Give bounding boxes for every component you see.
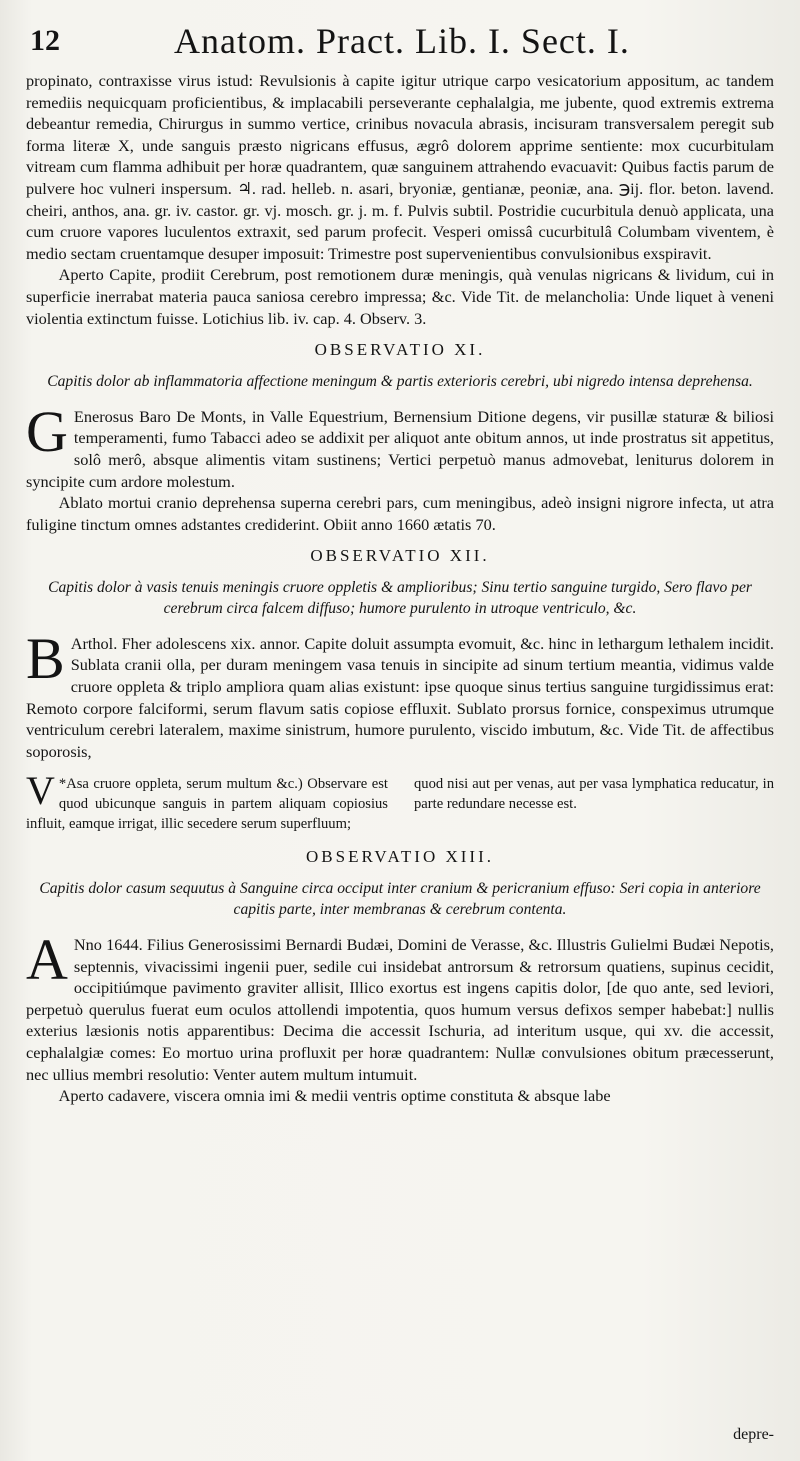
obs12-dropcap: B [26,625,65,691]
obs13-para2: Aperto cadavere, viscera omnia imi & medii ventris optime constituta & absque labe [58,1086,611,1106]
obs11-summary: Capitis dolor ab inflammatoria affectione meningum & partis exterioris cerebri, ubi nigredo intensa deprehensa. [47,372,753,390]
aperto-paragraph: Aperto Capite, prodiit Cerebrum, post remotionem duræ meningis, quà venulas nigricans & lividum, cui in superficie inerrabat materia pauca saniosa cerebro impressa; &c. Vide Tit. de melancholia: Unde liquet à veneni violentia extinctum fuisse. Lotichius lib. iv. cap. 4. Observ. 3. [26,265,774,328]
obs11-para1-text: Enerosus Baro De Monts, in Valle Equestrium, Bernensium Ditione degens, vir pusillæ staturæ & biliosi temperamenti, fumo Tabacci adeo se addixit per aliquot ante obitum annos, ut inde prostratus sit appetitus, solô merô, absque alimentis vitam sustinens; Vertici perpetuò manus admovebat, leniturus dolorem in syncipite cum ardore molestum. [26,406,774,491]
obs13-summary: Capitis dolor casum sequutus à Sanguine circa occiput inter cranium & pericranium effuso: Seri copia in anteriore capitis parte, inter membranas & cerebrum contenta. [39,880,761,919]
obs11-dropcap: G [26,398,68,464]
obs12-summary: Capitis dolor à vasis tenuis meningis cruore oppletis & amplioribus; Sinu tertio sanguine turgido, Sero flavo per cerebrum circa falcem diffuso; humore purulento in utroque ventriculo, &c. [48,578,752,617]
running-title: Anatom. Pract. Lib. I. Sect. I. [174,21,630,61]
obs13-dropcap: A [26,927,68,993]
obs13-title: OBSERVATIO XIII. [306,847,494,867]
footnote-marker: * [58,776,67,793]
obs11-para2: Ablato mortui cranio deprehensa superna cerebri pars, cum meningibus, adeò insigni nigrore infecta, ut atra fuligine tinctum omnes adstantes crediderint. Obiit anno 1660 ætatis 70. [26,493,774,534]
obs12-para1-text: Arthol. Fher adolescens xix. annor. Capite doluit assumpta evomuit, &c. hinc in lethargum lethalem incidit. Sublata cranii olla, per duram meningem vasa tenuis in sincipite ad sinum tertium meantia, vidimus valde cruore oppleta & triplo ampliora quam alias existunt: ipse quoque sinus tertius sanguine turgidissimus erat: Remoto corpore falciformi, serum flavum satis copiose effluxit. Sublato prorsus fornice, conspeximus utrumque ventriculum cerebri lateralem, maxime sinistrum, humore purulento, viscido imbutum, &c. Vide Tit. de affectibus soporosis, [26,633,774,761]
obs11-para1 [26,398,774,492]
obs13-para1-text: Nno 1644. Filius Generosissimi Bernardi Budæi, Domini de Verasse, &c. Illustris Gulielmi Budæi Nepotis, septennis, vivacissimi ingenii puer, sedile cui insidebat antrorsum & retrorsum quatiens, supinus cecidit, occipitiúmque pavimento graviter allisit, Illico exortus est ingens capitis dolor, [de quo ante, sed leviori, perpetuò querulus fuerat eum oculos attollendi impotentia, quos humum versus defixos semper habebat:] nullis exterius læsionis notis apparentibus: Decima die accessit Ischuria, ad interitum usque, qui xv. die accessit, cephalalgiæ comes: Eo mortuo urina profluxit per horæ quadrantem: Nullæ convulsiones obitum præcesserunt, nec ullius membri resolutio: Venter autem multum intumuit. [26,935,774,1084]
footnote-left [26,768,388,834]
footnote-columns [26,768,774,834]
footnote-dropcap: V [26,768,55,814]
catchword: depre- [733,1426,774,1443]
main-text [26,70,774,1107]
obs11-title: OBSERVATIO XI. [314,340,486,360]
opening-paragraph: propinato, contraxisse virus istud: Revulsionis à capite igitur utrique carpo vesicatorium appositum, ac tandem remediis nequicquam proficientibus, & implacabili perseverante cephalalgia, me jubente, quod extremis extrema debeantur remedia, Chirurgus in summo vertice, crinibus novacula abrasis, incisuram transversalem peregit sub forma literæ X, unde sanguis præsto nigricans effusus, ægrô dolorem apprime sentiente: mox cucurbitulam vitream cum flamma adhibuit per horæ quadrantem, quæ sanguinem attrahendo evacuavit: Quibus factis parum de pulvere hoc vulneri inspersum. ♃. rad. helleb. n. asari, bryoniæ, gentianæ, peoniæ, ana. ℈ij. flor. beton. lavend. cheiri, anthos, ana. gr. iv. castor. gr. vj. mosch. gr. j. m. f. Pulvis subtil. Postridie cucurbitula denuò applicata, una cum cruore vapores luculentos extraxit, sed parum profecit. Vesperi omissâ cucurbitulâ Columbam viventem, è medio sectam cruentamque desuper imposuit: Trimestre post supervenientibus convulsionibus exspiravit. [26,71,774,263]
footnote-left-text: Asa cruore oppleta, serum multum &c.) Observare est quod ubicunque sanguis in partem aliquam copiosius influit, eamque irrigat, illic secedere serum superfluum; [26,776,388,833]
obs13-para1 [26,927,774,1085]
footnote-right: quod nisi aut per venas, aut per vasa lymphatica reducatur, in parte redundare necesse est. [414,776,774,813]
obs12-title: OBSERVATIO XII. [310,546,490,566]
obs12-para1 [26,625,774,763]
page-number: 12 [30,24,60,57]
running-header [24,18,764,66]
